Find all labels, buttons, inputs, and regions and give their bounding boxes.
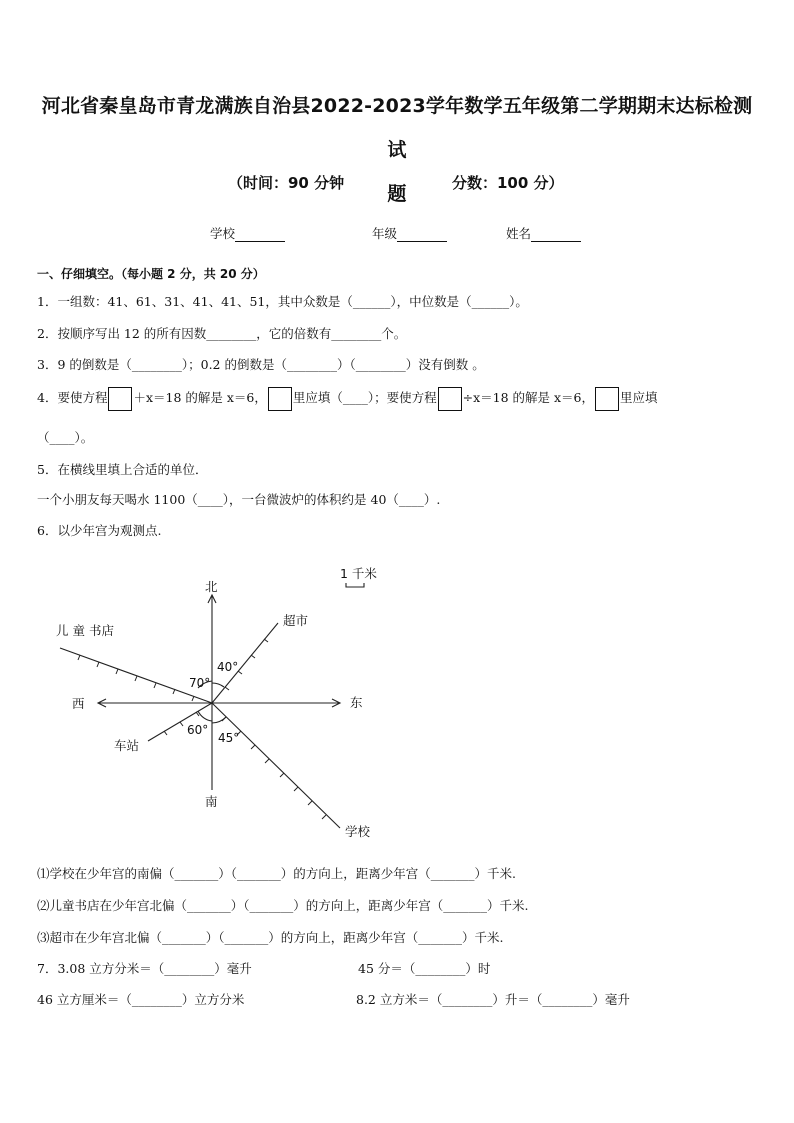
- angle-label-40: 40°: [217, 660, 239, 674]
- supermarket-tick: [225, 687, 229, 690]
- station-label: 车站: [114, 738, 140, 753]
- question-6: 6．以少年宫为观测点.: [37, 523, 162, 538]
- q4-part-1: 4．要使方程: [37, 390, 108, 405]
- question-5: 5．在横线里填上合适的单位．: [37, 462, 208, 477]
- bookstore-tick: [116, 669, 118, 674]
- bookstore-tick: [97, 662, 99, 667]
- title-line-1: 河北省秦皇岛市青龙满族自治县2022-2023学年数学五年级第二学期期末达标检测试: [41, 95, 753, 161]
- name-field: [506, 224, 581, 242]
- question-5-detail: 一个小朋友每天喝水 1100（____），一台微波炉的体积约是 40（____）.: [37, 492, 441, 507]
- grade-blank[interactable]: [397, 227, 447, 242]
- q4-part-2: ＋x＝18 的解是 x＝6，: [133, 390, 267, 405]
- q4-part-3: 里应填（____）；要使方程: [292, 390, 437, 405]
- supermarket-tick: [238, 671, 242, 674]
- school-label: 学校: [345, 824, 371, 839]
- supermarket-label: 超市: [283, 613, 309, 628]
- question-7-b: 45 分＝（________）时: [358, 961, 491, 976]
- school-tick: [280, 773, 284, 777]
- scale-bar: [346, 583, 364, 587]
- question-1: 1．一组数：41、61、31、41、41、51，其中众数是（______），中位数是（______）。: [37, 294, 528, 309]
- supermarket-tick: [264, 639, 268, 642]
- angle-arc-60: [198, 711, 212, 721]
- question-4-line-2: （____）。: [37, 430, 94, 445]
- station-tick: [164, 731, 167, 735]
- school-label: 学校: [210, 226, 236, 241]
- school-ray: [212, 703, 340, 828]
- bookstore-tick: [135, 676, 137, 681]
- name-blank[interactable]: [531, 227, 581, 242]
- school-tick: [308, 801, 312, 805]
- school-tick: [251, 745, 255, 749]
- scale-label: 1 千米: [340, 566, 377, 581]
- school-tick: [265, 759, 269, 763]
- question-7-c: 46 立方厘米＝（________）立方分米: [37, 992, 245, 1007]
- south-label: 南: [205, 794, 218, 809]
- grade-field: [372, 224, 447, 242]
- q4-part-5: 里应填: [620, 390, 658, 405]
- title-line-2: 题: [387, 183, 407, 205]
- q4-part-4: ÷x＝18 的解是 x＝6，: [462, 390, 595, 405]
- direction-map: [0, 550, 420, 845]
- bookstore-label: 儿 童 书店: [56, 623, 114, 638]
- school-tick: [222, 717, 226, 721]
- east-label: 东: [350, 695, 363, 710]
- north-label: 北: [205, 579, 218, 594]
- question-7-d: 8.2 立方米＝（________）升＝（________）毫升: [356, 992, 630, 1007]
- question-6-3: ⑶超市在少年宫北偏（_______）（_______）的方向上，距离少年宫（_______）千米.: [37, 930, 504, 945]
- bookstore-tick: [78, 655, 80, 660]
- school-tick: [294, 787, 298, 791]
- question-2: 2．按顺序写出 12 的所有因数________，它的倍数有________个。: [37, 326, 407, 341]
- school-blank[interactable]: [235, 227, 285, 242]
- question-6-1: ⑴学校在少年宫的南偏（_______）（_______）的方向上，距离少年宫（_______）千米.: [37, 866, 516, 881]
- supermarket-tick: [251, 655, 255, 658]
- question-3: 3．9 的倒数是（________）；0.2 的倒数是（________）（________）没有倒数 。: [37, 357, 485, 372]
- grade-label: 年级: [372, 226, 398, 241]
- section-heading: 一、仔细填空。（每小题 2 分，共 20 分）: [37, 267, 265, 281]
- exam-score: 分数：100 分）: [452, 174, 564, 192]
- angle-label-70: 70°: [189, 676, 211, 690]
- name-label: 姓名: [506, 226, 532, 241]
- answer-box[interactable]: [595, 387, 619, 411]
- angle-label-45: 45°: [218, 731, 240, 745]
- school-field: [210, 224, 285, 242]
- page-title: [40, 84, 754, 216]
- school-tick: [322, 815, 326, 819]
- question-4: [37, 386, 658, 411]
- answer-box[interactable]: [108, 387, 132, 411]
- angle-arc-45: [212, 717, 226, 723]
- angle-arc-40: [212, 683, 224, 687]
- angle-label-60: 60°: [187, 723, 209, 737]
- answer-box[interactable]: [268, 387, 292, 411]
- exam-time: （时间：90 分钟: [228, 174, 345, 192]
- question-6-2: ⑵儿童书店在少年宫北偏（_______）（_______）的方向上，距离少年宫（_______）千米.: [37, 898, 529, 913]
- station-tick: [180, 722, 183, 726]
- bookstore-tick: [192, 696, 194, 701]
- bookstore-tick: [154, 683, 156, 688]
- question-7-a: 7．3.08 立方分米＝（________）毫升: [37, 961, 252, 976]
- west-label: 西: [72, 696, 85, 711]
- answer-box[interactable]: [438, 387, 462, 411]
